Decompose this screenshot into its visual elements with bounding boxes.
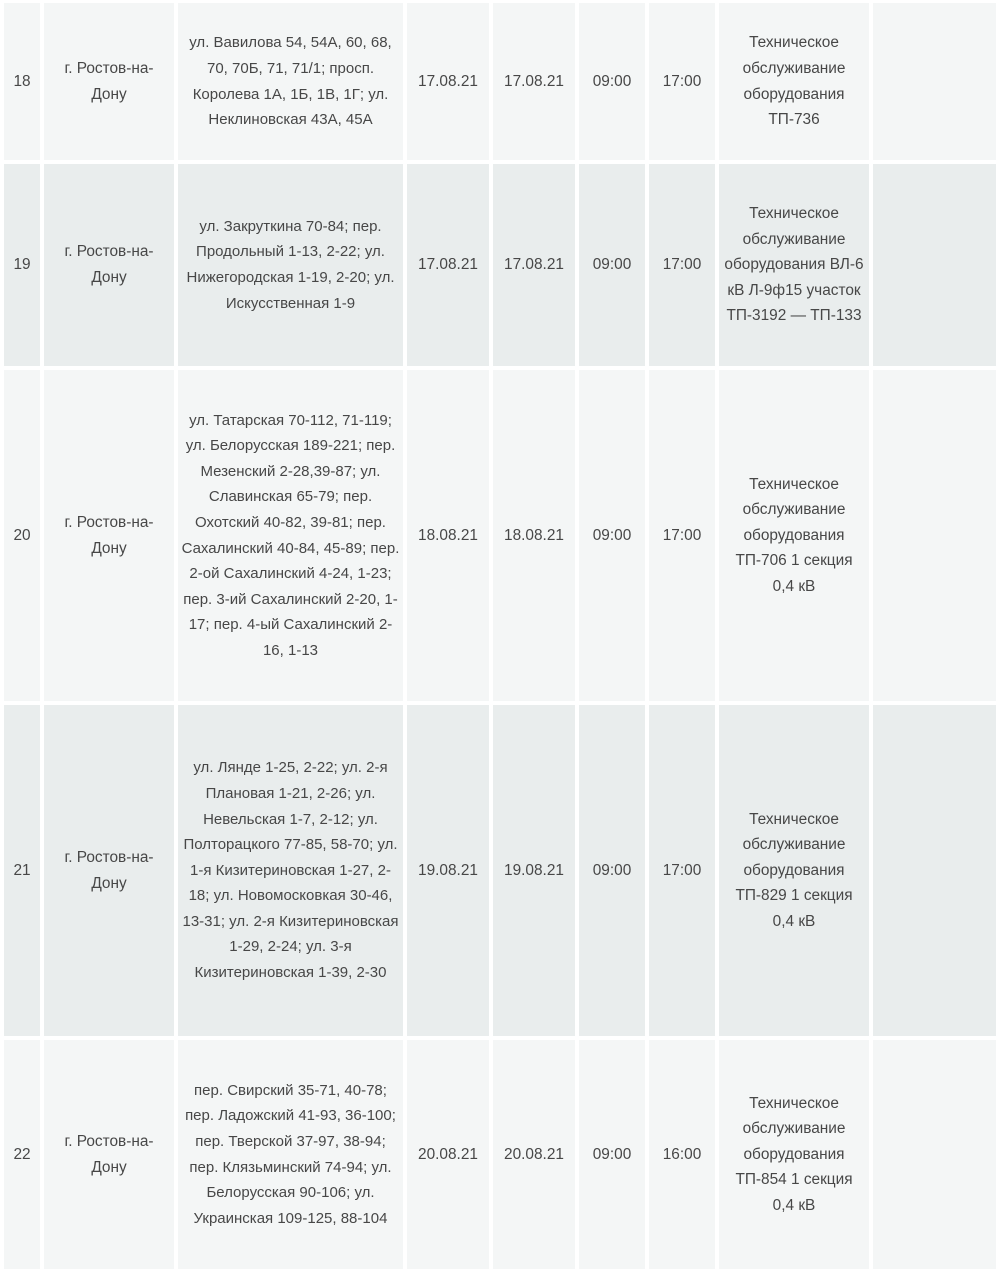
end-date-cell: 17.08.21 (493, 164, 575, 366)
start-date-cell: 17.08.21 (407, 3, 489, 160)
address-cell: пер. Свирский 35-71, 40-78; пер. Ладожский 41-93, 36-100; пер. Тверской 37-97, 38-94; пер. Клязьминский 74-94; ул. Белорусская 90-106; ул. Украинская 109-125, 88-104 (178, 1040, 403, 1269)
work-description-cell: Техническое обслуживание оборудования ТП-854 1 секция 0,4 кВ (719, 1040, 869, 1269)
note-cell (873, 705, 996, 1036)
row-number: 22 (4, 1040, 40, 1269)
work-description-cell: Техническое обслуживание оборудования ТП-736 (719, 3, 869, 160)
address-cell: ул. Вавилова 54, 54А, 60, 68, 70, 70Б, 71, 71/1; просп. Королева 1А, 1Б, 1В, 1Г; ул. Неклиновская 43А, 45А (178, 3, 403, 160)
end-date-cell: 20.08.21 (493, 1040, 575, 1269)
address-cell: ул. Лянде 1-25, 2-22; ул. 2-я Плановая 1-21, 2-26; ул. Невельская 1-7, 2-12; ул. Полторацкого 77-85, 58-70; ул. 1-я Кизитериновская 1-27, 2-18; ул. Новомосковкая 30-46, 13-31; ул. 2-я Кизитериновская 1-29, 2-24; ул. 3-я Кизитериновская 1-39, 2-30 (178, 705, 403, 1036)
end-time-cell: 17:00 (649, 370, 715, 701)
note-cell (873, 164, 996, 366)
row-number: 20 (4, 370, 40, 701)
start-date-cell: 18.08.21 (407, 370, 489, 701)
row-number: 18 (4, 3, 40, 160)
end-time-cell: 17:00 (649, 3, 715, 160)
end-date-cell: 18.08.21 (493, 370, 575, 701)
address-cell: ул. Татарская 70-112, 71-119; ул. Белорусская 189-221; пер. Мезенский 2-28,39-87; ул. Славинская 65-79; пер. Охотский 40-82, 39-81; пер. Сахалинский 40-84, 45-89; пер. 2-ой Сахалинский 4-24, 1-23; пер. 3-ий Сахалинский 2-20, 1-17; пер. 4-ый Сахалинский 2-16, 1-13 (178, 370, 403, 701)
start-time-cell: 09:00 (579, 705, 645, 1036)
work-description-cell: Техническое обслуживание оборудования ТП-706 1 секция 0,4 кВ (719, 370, 869, 701)
note-cell (873, 3, 996, 160)
start-date-cell: 19.08.21 (407, 705, 489, 1036)
table-row (4, 3, 996, 160)
end-time-cell: 17:00 (649, 705, 715, 1036)
start-time-cell: 09:00 (579, 3, 645, 160)
end-date-cell: 17.08.21 (493, 3, 575, 160)
end-date-cell: 19.08.21 (493, 705, 575, 1036)
city-cell: г. Ростов-на-Дону (44, 164, 174, 366)
table-row (4, 705, 996, 1036)
note-cell (873, 1040, 996, 1269)
table-row (4, 164, 996, 366)
note-cell (873, 370, 996, 701)
start-date-cell: 20.08.21 (407, 1040, 489, 1269)
start-time-cell: 09:00 (579, 164, 645, 366)
city-cell: г. Ростов-на-Дону (44, 370, 174, 701)
table-row (4, 370, 996, 701)
row-number: 21 (4, 705, 40, 1036)
start-time-cell: 09:00 (579, 370, 645, 701)
end-time-cell: 16:00 (649, 1040, 715, 1269)
row-number: 19 (4, 164, 40, 366)
work-description-cell: Техническое обслуживание оборудования ВЛ-6 кВ Л-9ф15 участок ТП-3192 — ТП-133 (719, 164, 869, 366)
city-cell: г. Ростов-на-Дону (44, 3, 174, 160)
work-description-cell: Техническое обслуживание оборудования ТП-829 1 секция 0,4 кВ (719, 705, 869, 1036)
start-date-cell: 17.08.21 (407, 164, 489, 366)
start-time-cell: 09:00 (579, 1040, 645, 1269)
table-row (4, 1040, 996, 1269)
end-time-cell: 17:00 (649, 164, 715, 366)
city-cell: г. Ростов-на-Дону (44, 1040, 174, 1269)
city-cell: г. Ростов-на-Дону (44, 705, 174, 1036)
address-cell: ул. Закруткина 70-84; пер. Продольный 1-13, 2-22; ул. Нижегородская 1-19, 2-20; ул. Искусственная 1-9 (178, 164, 403, 366)
